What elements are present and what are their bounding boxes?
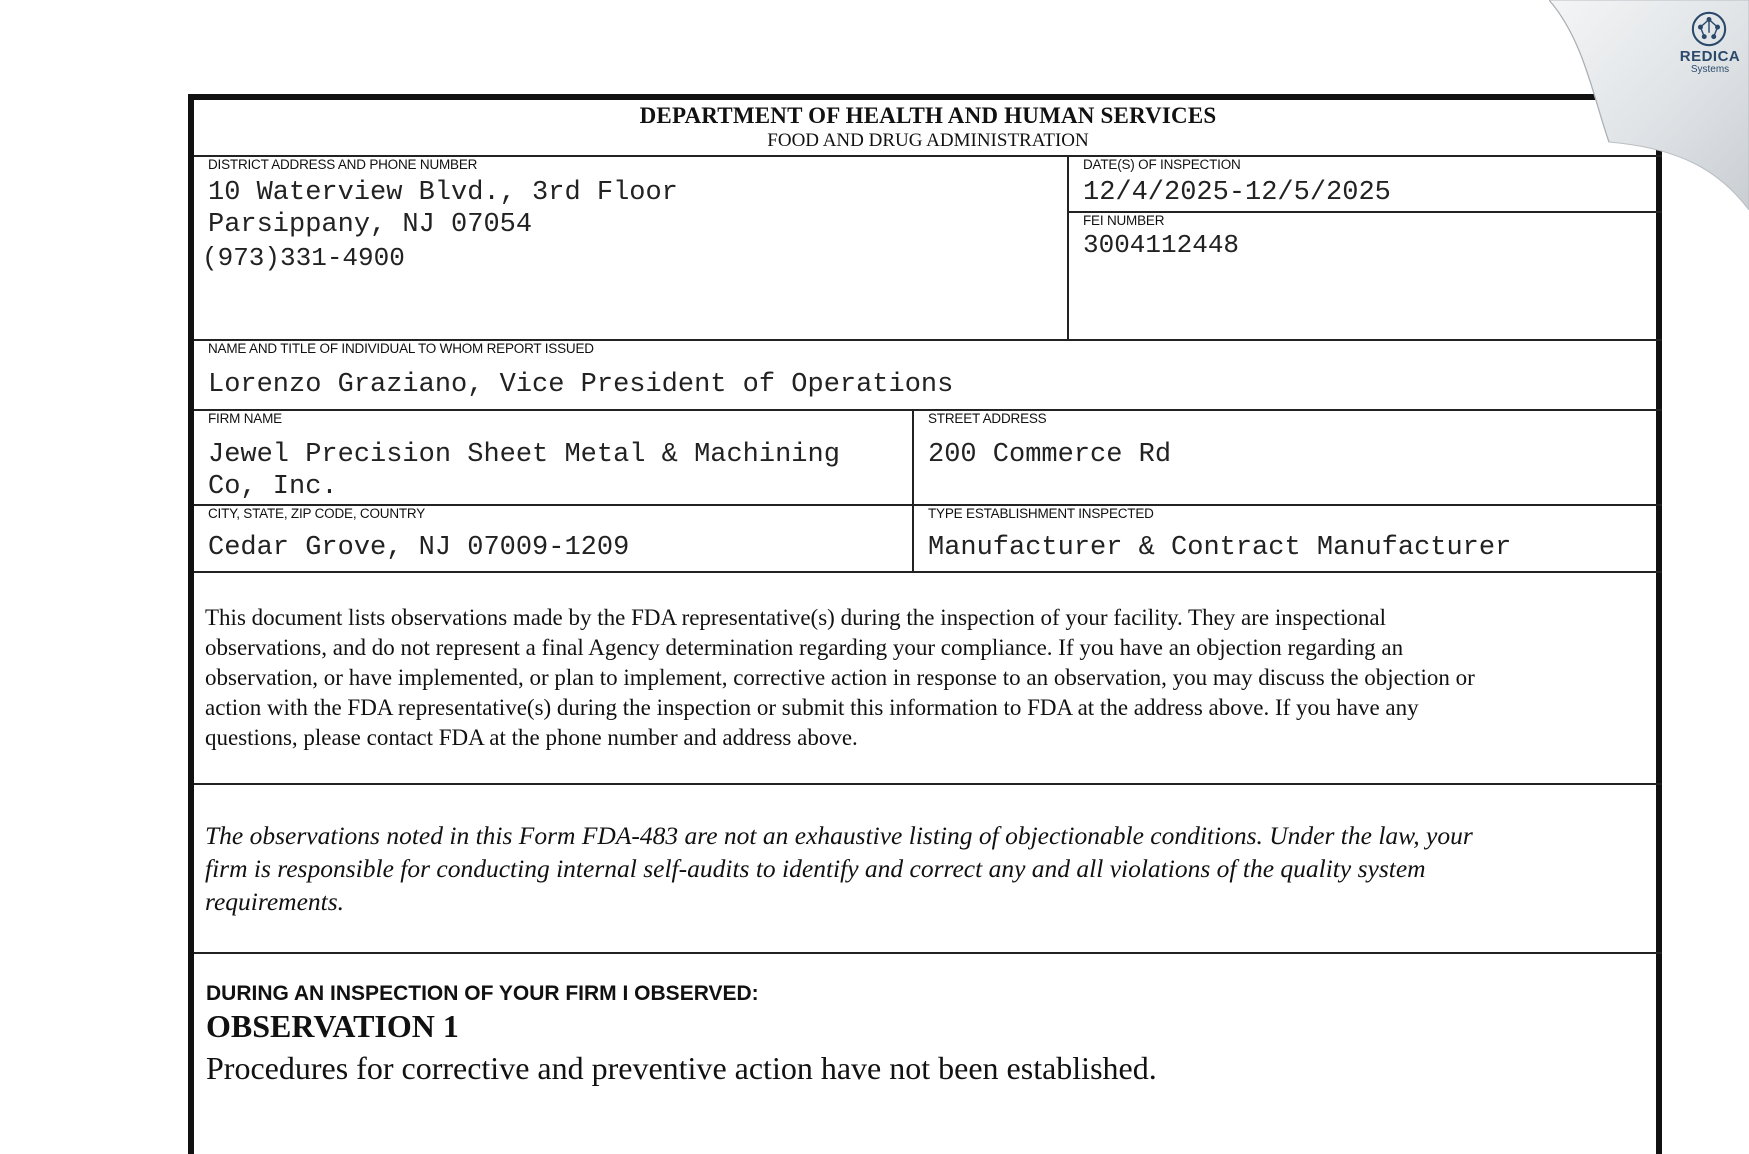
disclaimer-paragraph [205,819,1645,918]
notice-line: observation, or have implemented, or plan to implement, corrective action in response to an observation, you may discuss the objection or [205,665,1475,690]
street-address-label: STREET ADDRESS [928,411,1047,426]
department-title: DEPARTMENT OF HEALTH AND HUMAN SERVICES [639,103,1217,128]
observation-text: Procedures for corrective and preventive action have not been established. [206,1050,1157,1086]
notice-paragraph [205,603,1645,753]
inspection-dates-label: DATE(S) OF INSPECTION [1083,157,1241,172]
divider [194,952,1662,954]
divider [194,783,1662,785]
agency-subtitle: FOOD AND DRUG ADMINISTRATION [767,130,1089,151]
city-label: CITY, STATE, ZIP CODE, COUNTRY [208,506,426,521]
notice-line: action with the FDA representative(s) during the inspection or submit this information to FDA at the address above. If you have any [205,695,1419,720]
district-address-line2: Parsippany, NJ 07054 [208,210,533,240]
street-address-value: 200 Commerce Rd [928,440,1172,470]
column-divider [912,409,914,571]
brand-name: REDICA [1679,48,1741,65]
district-address-line1: 10 Waterview Blvd., 3rd Floor [208,178,678,208]
fei-label: FEI NUMBER [1083,213,1165,228]
disclaimer-line: requirements. [205,887,345,916]
fei-value: 3004112448 [1083,230,1240,260]
divider [194,571,1662,573]
establishment-type-label: TYPE ESTABLISHMENT INSPECTED [928,506,1154,521]
network-logo-icon [1690,10,1728,48]
column-divider [1067,155,1069,339]
district-phone: (973)331-4900 [202,243,405,273]
brand-tagline: Systems [1690,64,1730,75]
firm-name-line2: Co, Inc. [208,472,338,502]
notice-line: This document lists observations made by the FDA representative(s) during the inspection of your facility. They are inspectional [205,605,1387,630]
firm-name-label: FIRM NAME [208,411,282,426]
firm-name-line1: Jewel Precision Sheet Metal & Machining [208,440,840,470]
city-value: Cedar Grove, NJ 07009-1209 [208,533,630,563]
observation-title: OBSERVATION 1 [206,1008,459,1044]
disclaimer-line: The observations noted in this Form FDA-483 are not an exhaustive listing of objectionable conditions. Under the law, your [205,821,1473,850]
notice-line: questions, please contact FDA at the phone number and address above. [205,725,858,750]
report-issued-label: NAME AND TITLE OF INDIVIDUAL TO WHOM REPORT ISSUED [208,341,594,356]
report-issued-value: Lorenzo Graziano, Vice President of Operations [208,370,954,400]
establishment-type-value: Manufacturer & Contract Manufacturer [928,533,1512,563]
district-label: DISTRICT ADDRESS AND PHONE NUMBER [208,157,478,172]
inspection-dates-value: 12/4/2025-12/5/2025 [1083,178,1391,208]
notice-line: observations, and do not represent a final Agency determination regarding your compliance. If you have an objection regarding an [205,635,1404,660]
disclaimer-line: firm is responsible for conducting internal self-audits to identify and correct any and all violations of the quality system [205,854,1426,883]
observations-heading: DURING AN INSPECTION OF YOUR FIRM I OBSERVED: [206,982,759,1005]
